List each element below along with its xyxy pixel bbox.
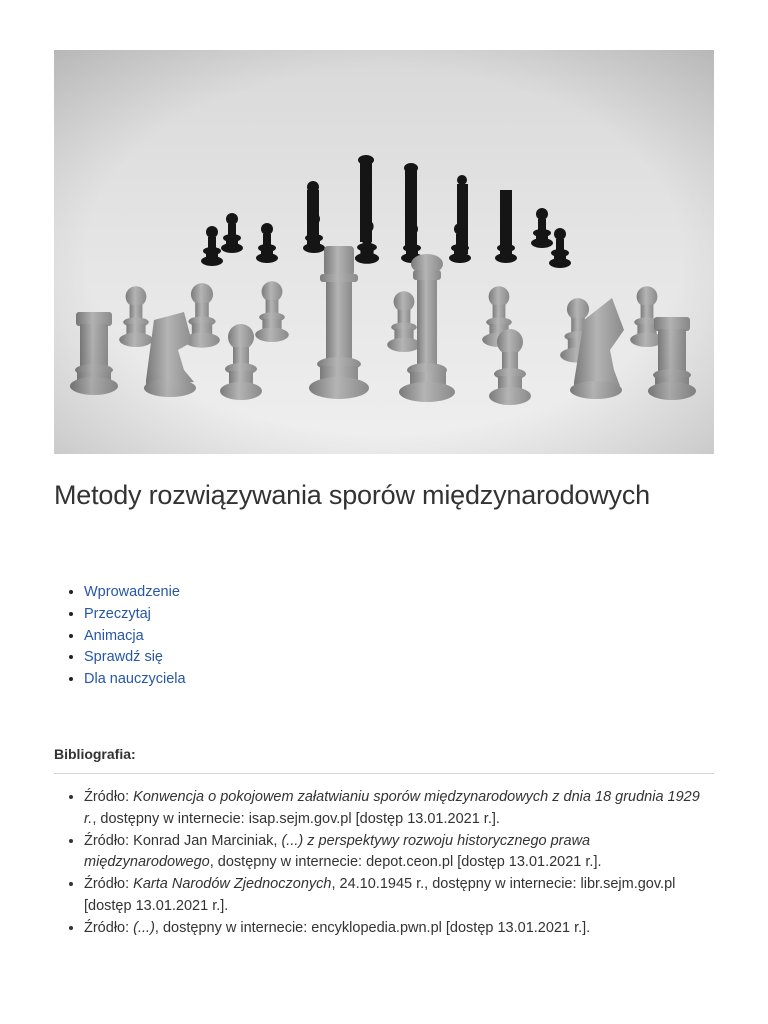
entry-title: Karta Narodów Zjednoczonych [133,876,332,893]
entry-author: Konrad Jan Marciniak, [133,832,282,849]
nav-item [84,647,186,669]
entry-details: , 24.10.1945 r., dostępny w internecie: libr.sejm.gov.pl [dostęp 13.01.2021 r.]. [84,876,676,914]
nav-link-przeczytaj[interactable]: Przeczytaj [84,605,151,622]
hero-image [54,50,714,454]
entry-title: (...) [133,919,155,936]
entry-title: Konwencja o pokojowem załatwianiu sporów międzynarodowych z dnia 18 grudnia 1929 r. [84,789,700,827]
bibliography-entry [84,787,714,831]
bibliography-heading: Bibliografia: [54,746,136,762]
bibliography-entry [84,918,714,940]
nav-item [84,582,186,604]
entry-prefix: Źródło: [84,789,134,805]
nav-link-dla-nauczyciela[interactable]: Dla nauczyciela [84,671,186,688]
entry-prefix: Źródło: [84,832,134,849]
entry-title: (...) z perspektywy rozwoju historycznego prawa międzynarodowego [84,832,591,871]
bibliography-list [54,787,714,940]
nav-item [84,604,186,626]
entry-prefix: Źródło: [84,876,134,893]
chess-photo [54,50,714,454]
entry-details: , dostępny w internecie: depot.ceon.pl [dostęp 13.01.2021 r.]. [209,854,602,871]
bibliography-entry [84,874,714,918]
entry-details: , dostępny w internecie: encyklopedia.pwn.pl [dostęp 13.01.2021 r.]. [154,919,591,936]
bibliography-entry [84,831,714,875]
nav-link-animacja[interactable]: Animacja [84,627,144,644]
entry-details: , dostępny w internecie: isap.sejm.gov.pl [dostęp 13.01.2021 r.]. [92,810,500,827]
divider [54,773,714,774]
section-nav [54,582,186,691]
nav-link-sprawdz-sie[interactable]: Sprawdź się [84,649,163,666]
entry-prefix: Źródło: [84,919,134,936]
nav-item [84,626,186,648]
page-title: Metody rozwiązywania sporów międzynarodowych [54,480,650,510]
nav-link-wprowadzenie[interactable]: Wprowadzenie [84,584,180,600]
nav-item [84,669,186,691]
